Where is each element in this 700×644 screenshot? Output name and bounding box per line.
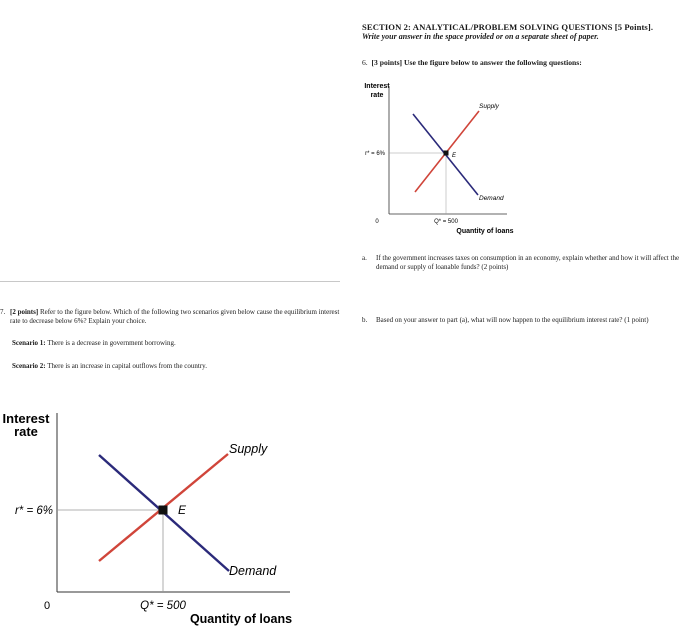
equilibrium-point [159, 506, 168, 515]
question-6b-text: Based on your answer to part (a), what will now happen to the equilibrium interest rate? (1 point) [376, 316, 649, 324]
scenario-2-label: Scenario 2: [12, 362, 46, 370]
question-6-prompt [362, 58, 582, 67]
equilibrium-label: E [178, 503, 187, 517]
question-6-points: [3 points] [371, 58, 403, 67]
chart-ylabel-line1: Interest [364, 83, 390, 90]
supply-label: Supply [229, 442, 268, 456]
section-title: SECTION 2: ANALYTICAL/PROBLEM SOLVING QUESTIONS [5 Points]. [362, 22, 654, 32]
question-7-text [10, 308, 340, 326]
chart-ylabel-line2: rate [370, 92, 384, 99]
r-star-label: r* = 6% [365, 151, 385, 157]
scenario-2-text: There is an increase in capital outflows from the country. [47, 362, 207, 370]
section-instructions: Write your answer in the space provided or on a separate sheet of paper. [362, 32, 599, 41]
demand-label: Demand [479, 195, 504, 202]
question-6b [362, 316, 698, 325]
loanable-funds-chart-small [355, 78, 535, 240]
question-6a-label: a. [362, 254, 367, 262]
origin-label: 0 [375, 219, 379, 225]
origin-label: 0 [43, 600, 51, 612]
supply-label: Supply [479, 103, 499, 110]
question-7-body: Refer to the figure below. Which of the following two scenarios given below cause the equilibrium interest rate to decrease below 6%? Explain your choice. [10, 308, 340, 325]
question-7-number: 7. [0, 308, 6, 316]
question-6-text: Use the figure below to answer the following questions: [404, 58, 582, 67]
scenario-1-label: Scenario 1: [12, 339, 46, 347]
loanable-funds-chart-large [0, 408, 330, 640]
question-6a [362, 254, 698, 272]
equilibrium-label: E [452, 153, 457, 159]
scenario-2 [12, 362, 207, 370]
question-6-number: 6. [362, 58, 368, 67]
q-star-label: Q* = 500 [434, 219, 458, 225]
equilibrium-point [444, 151, 449, 156]
x-axis-label: Quantity of loans [189, 612, 293, 626]
question-6a-text: If the government increases taxes on consumption in an economy, explain whether and how it will affect the demand or supply of loanable funds? (2 points) [376, 254, 680, 271]
scenario-1 [12, 339, 176, 347]
r-star-label: r* = 6% [14, 505, 53, 517]
chart-ylabel-line2: rate [14, 424, 38, 439]
q-star-label: Q* = 500 [140, 600, 186, 612]
chart-ylabel-line1: Interest [2, 411, 50, 426]
scenario-1-text: There is a decrease in government borrowing. [47, 339, 176, 347]
section-divider [0, 281, 340, 282]
question-7-prompt [0, 308, 340, 326]
question-6b-label: b. [362, 316, 368, 324]
x-axis-label: Quantity of loans [456, 228, 514, 235]
question-7-points: [2 points] [10, 308, 39, 316]
demand-label: Demand [229, 564, 277, 578]
